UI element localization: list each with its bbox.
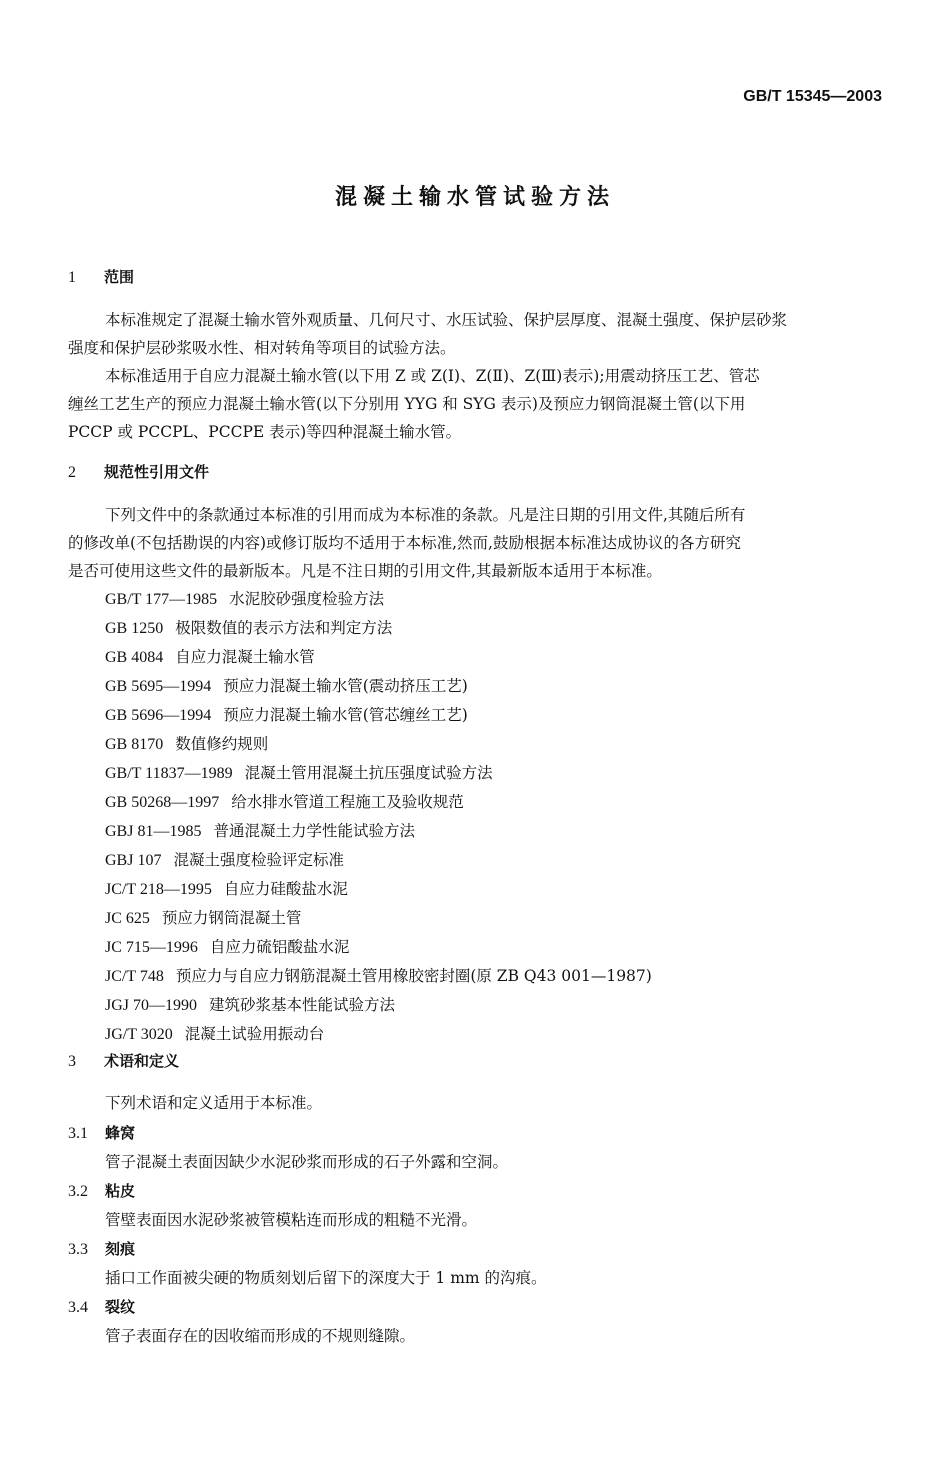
- term-definition: 插口工作面被尖硬的物质刻划后留下的深度大于 1 mm 的沟痕。: [105, 1269, 547, 1287]
- section-title: 规范性引用文件: [104, 463, 210, 481]
- reference-title: 水泥胶砂强度检验方法: [229, 590, 385, 608]
- term-definition: 管壁表面因水泥砂浆被管模粘连而形成的粗糙不光滑。: [105, 1211, 478, 1229]
- reference-title: 自应力硅酸盐水泥: [223, 880, 348, 898]
- reference-item: [68, 672, 883, 701]
- reference-item: [68, 1020, 883, 1049]
- reference-item: [68, 846, 883, 875]
- reference-item: [68, 875, 883, 904]
- paragraph-line: 本标准适用于自应力混凝土输水管(以下用 Z 或 Z(Ⅰ)、Z(Ⅱ)、Z(Ⅲ)表示);用震动挤压工艺、管芯: [105, 367, 760, 385]
- reference-item: [68, 759, 883, 788]
- reference-code: GB 5695—1994: [105, 678, 212, 695]
- reference-code: JC 715—1996: [105, 939, 198, 956]
- document-title: 混凝土输水管试验方法: [334, 185, 615, 210]
- term-number: 3.1: [68, 1125, 88, 1142]
- reference-title: 给水排水管道工程施工及验收规范: [231, 793, 464, 811]
- reference-item: [68, 933, 883, 962]
- term-name: 刻痕: [105, 1240, 136, 1258]
- reference-title: 预应力混凝土输水管(管芯缠丝工艺): [223, 706, 468, 724]
- reference-item: [68, 817, 883, 846]
- reference-item: [68, 614, 883, 643]
- paragraph-line: 强度和保护层砂浆吸水性、相对转角等项目的试验方法。: [68, 339, 456, 357]
- section-1-body: [68, 306, 883, 446]
- section-title: 范围: [104, 268, 135, 286]
- reference-title: 预应力混凝土输水管(震动挤压工艺): [223, 677, 468, 695]
- section-2-heading: [68, 461, 209, 482]
- section-1-heading: [68, 266, 134, 287]
- reference-title: 混凝土管用混凝土抗压强度试验方法: [244, 764, 493, 782]
- reference-list: [68, 585, 883, 1049]
- term-name: 蜂窝: [105, 1124, 136, 1142]
- reference-item: [68, 643, 883, 672]
- section-title: 术语和定义: [104, 1052, 180, 1070]
- paragraph-line: 本标准规定了混凝土输水管外观质量、几何尺寸、水压试验、保护层厚度、混凝土强度、保护层砂浆: [105, 311, 788, 329]
- reference-title: 建筑砂浆基本性能试验方法: [209, 996, 396, 1014]
- paragraph-line: 的修改单(不包括勘误的内容)或修订版均不适用于本标准,然而,鼓励根据本标准达成协议的各方研究: [68, 534, 741, 552]
- terms-intro: 下列术语和定义适用于本标准。: [105, 1094, 323, 1112]
- reference-item: [68, 991, 883, 1020]
- term-name: 粘皮: [105, 1182, 136, 1200]
- reference-code: GB 4084: [105, 649, 164, 666]
- term-heading: [68, 1293, 883, 1322]
- reference-code: GB/T 177—1985: [105, 591, 218, 608]
- reference-code: JG/T 3020: [105, 1026, 173, 1043]
- paragraph-line: 缠丝工艺生产的预应力混凝土输水管(以下分别用 YYG 和 SYG 表示)及预应力钢筒混凝土管(以下用: [68, 395, 746, 413]
- reference-title: 极限数值的表示方法和判定方法: [175, 619, 393, 637]
- standard-number: GB/T 15345—2003: [743, 88, 882, 105]
- term-number: 3.2: [68, 1183, 88, 1200]
- reference-code: JGJ 70—1990: [105, 997, 198, 1014]
- section-number: 1: [68, 269, 76, 286]
- paragraph-line: 是否可使用这些文件的最新版本。凡是不注日期的引用文件,其最新版本适用于本标准。: [68, 562, 662, 580]
- reference-code: GB 5696—1994: [105, 707, 212, 724]
- reference-title: 预应力与自应力钢筋混凝土管用橡胶密封圈(原 ZB Q43 001—1987): [175, 967, 652, 985]
- paragraph-line: 下列文件中的条款通过本标准的引用而成为本标准的条款。凡是注日期的引用文件,其随后所有: [105, 506, 746, 524]
- reference-title: 混凝土强度检验评定标准: [173, 851, 344, 869]
- reference-item: [68, 701, 883, 730]
- reference-code: JC/T 218—1995: [105, 881, 212, 898]
- section-3-heading: [68, 1050, 179, 1071]
- reference-item: [68, 962, 883, 991]
- section-number: 2: [68, 464, 76, 481]
- reference-code: GB 8170: [105, 736, 164, 753]
- reference-code: JC/T 748: [105, 968, 164, 985]
- reference-title: 预应力钢筒混凝土管: [161, 909, 302, 927]
- reference-title: 普通混凝土力学性能试验方法: [213, 822, 415, 840]
- term-number: 3.3: [68, 1241, 88, 1258]
- reference-code: GB/T 11837—1989: [105, 765, 233, 782]
- term-heading: [68, 1235, 883, 1264]
- reference-code: JC 625: [105, 910, 150, 927]
- reference-code: GB 1250: [105, 620, 164, 637]
- reference-title: 自应力混凝土输水管: [175, 648, 315, 666]
- section-3-body: [68, 1089, 883, 1350]
- reference-title: 数值修约规则: [175, 735, 269, 753]
- reference-item: [68, 730, 883, 759]
- reference-code: GBJ 107: [105, 852, 162, 869]
- term-definition: 管子混凝土表面因缺少水泥砂浆而形成的石子外露和空洞。: [105, 1153, 509, 1171]
- reference-title: 自应力硫铝酸盐水泥: [209, 938, 350, 956]
- term-definition: 管子表面存在的因收缩而形成的不规则缝隙。: [105, 1327, 416, 1345]
- reference-code: GB 50268—1997: [105, 794, 220, 811]
- reference-item: [68, 585, 883, 614]
- term-name: 裂纹: [105, 1298, 136, 1316]
- term-number: 3.4: [68, 1299, 88, 1316]
- term-list: [68, 1119, 883, 1350]
- paragraph-line: PCCP 或 PCCPL、PCCPE 表示)等四种混凝土输水管。: [68, 423, 462, 441]
- reference-code: GBJ 81—1985: [105, 823, 202, 840]
- reference-title: 混凝土试验用振动台: [184, 1025, 325, 1043]
- section-2-body: [68, 501, 883, 1049]
- term-heading: [68, 1119, 883, 1148]
- reference-item: [68, 904, 883, 933]
- section-number: 3: [68, 1053, 76, 1070]
- term-heading: [68, 1177, 883, 1206]
- reference-item: [68, 788, 883, 817]
